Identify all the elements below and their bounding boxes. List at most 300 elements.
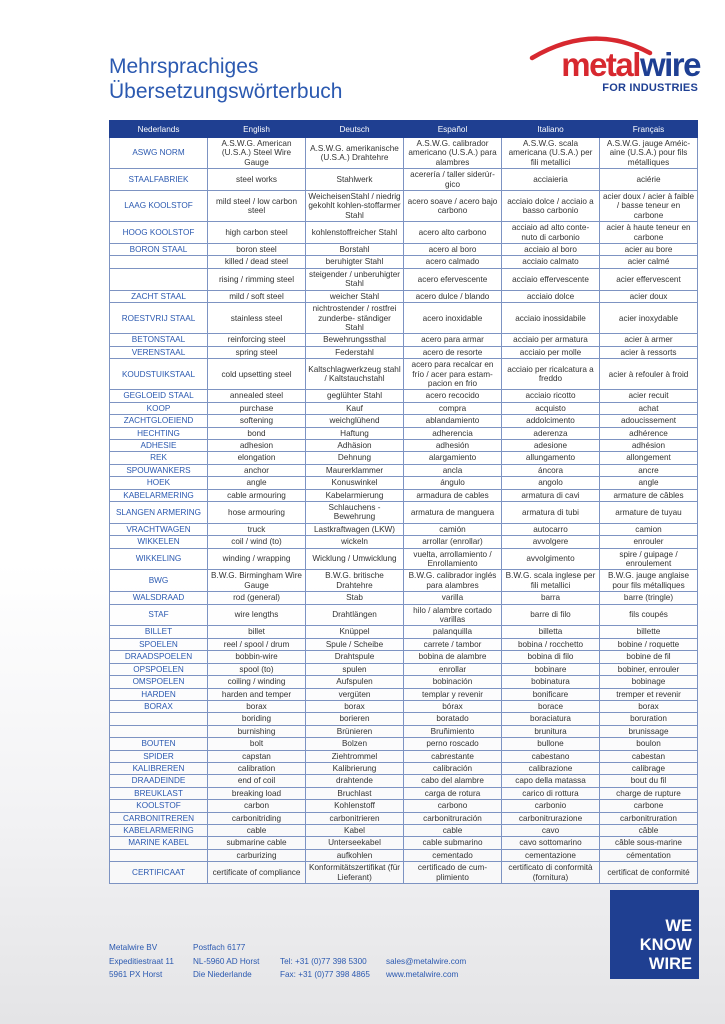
table-cell: cable	[404, 824, 502, 836]
table-cell: spring steel	[208, 346, 306, 358]
table-row	[110, 750, 698, 762]
table-cell: acero de resorte	[404, 346, 502, 358]
table-cell: vuelta, arrollamiento / Enrollamiento	[404, 548, 502, 570]
footer-postal	[193, 941, 259, 982]
table-cell: borax	[306, 700, 404, 712]
table-cell: ADHESIE	[110, 439, 208, 451]
table-cell: angolo	[502, 477, 600, 489]
table-cell: HARDEN	[110, 688, 208, 700]
table-row	[110, 303, 698, 334]
table-cell: adhesion	[208, 439, 306, 451]
table-cell: ZACHT STAAL	[110, 290, 208, 302]
table-cell: aufkohlen	[306, 849, 404, 861]
table-cell: HOEK	[110, 477, 208, 489]
table-cell: borax	[208, 700, 306, 712]
table-cell: carrete / tambor	[404, 638, 502, 650]
table-body	[110, 138, 698, 884]
table-cell: camión	[404, 523, 502, 535]
logo-tagline: FOR INDUSTRIES	[602, 82, 698, 94]
table-cell: acier doux	[600, 290, 698, 302]
footer-postbox: Postfach 6177	[193, 943, 246, 952]
table-cell: adherencia	[404, 427, 502, 439]
table-cell: ZACHTGLOEIEND	[110, 415, 208, 427]
table-row	[110, 191, 698, 222]
table-cell: carbonio	[502, 800, 600, 812]
table-row	[110, 334, 698, 346]
table-row	[110, 427, 698, 439]
table-cell: KABELARMERING	[110, 489, 208, 501]
table-cell: palanquilla	[404, 626, 502, 638]
table-cell: acerería / taller siderúr-gico	[404, 169, 502, 191]
table-cell: high carbon steel	[208, 222, 306, 244]
table-cell: perno roscado	[404, 738, 502, 750]
table-cell: bobinage	[600, 676, 698, 688]
table-cell: breaking load	[208, 787, 306, 799]
table-cell: acier doux / acier à faible / basse teneur en carbone	[600, 191, 698, 222]
table-cell: billet	[208, 626, 306, 638]
table-row	[110, 536, 698, 548]
table-cell: BETONSTAAL	[110, 334, 208, 346]
table-cell: Schlauchens - Bewehrung	[306, 502, 404, 524]
table-cell: bonificare	[502, 688, 600, 700]
we-know-wire-badge	[610, 890, 699, 979]
table-cell: Bruchlast	[306, 787, 404, 799]
table-cell	[110, 849, 208, 861]
table-cell: carbonitruration	[600, 812, 698, 824]
table-cell: BORAX	[110, 700, 208, 712]
table-cell: achat	[600, 402, 698, 414]
table-cell: acero inoxidable	[404, 303, 502, 334]
table-cell: aciérie	[600, 169, 698, 191]
table-cell: calibrage	[600, 762, 698, 774]
table-row	[110, 738, 698, 750]
table-row	[110, 800, 698, 812]
table-cell: brunitura	[502, 725, 600, 737]
table-cell: cabrestante	[404, 750, 502, 762]
table-cell: WIKKELING	[110, 548, 208, 570]
table-cell: truck	[208, 523, 306, 535]
table-cell: carbonitruración	[404, 812, 502, 824]
logo-text-blue: wire	[639, 46, 700, 83]
table-cell: barre di filo	[502, 604, 600, 626]
table-cell: calibración	[404, 762, 502, 774]
table-cell: VERENSTAAL	[110, 346, 208, 358]
table-cell: spulen	[306, 663, 404, 675]
table-cell: A.S.W.G. jauge Améic-aine (U.S.A.) pour fils métalliques	[600, 138, 698, 169]
table-cell: SLANGEN ARMERING	[110, 502, 208, 524]
table-cell: acciaieria	[502, 169, 600, 191]
table-cell: CERTIFICAAT	[110, 862, 208, 884]
table-cell: HOOG KOOLSTOF	[110, 222, 208, 244]
table-cell: WeicheisenStahl / niedrig gekohlt kohlen-stoffarmer Stahl	[306, 191, 404, 222]
table-cell: OMSPOELEN	[110, 676, 208, 688]
table-cell: borace	[502, 700, 600, 712]
table-row	[110, 700, 698, 712]
table-cell: acciaio ad alto conte-nuto di carbonio	[502, 222, 600, 244]
footer-contact	[386, 941, 466, 982]
table-cell: câble	[600, 824, 698, 836]
table-cell: A.S.W.G. scala americana (U.S.A.) per fili metallici	[502, 138, 600, 169]
table-cell: cémentation	[600, 849, 698, 861]
table-cell: Borstahl	[306, 244, 404, 256]
footer-company: Metalwire BV	[109, 943, 158, 952]
table-row	[110, 489, 698, 501]
table-cell: Stahlwerk	[306, 169, 404, 191]
table-cell: LAAG KOOLSTOF	[110, 191, 208, 222]
table-cell: bobina de alambre	[404, 651, 502, 663]
table-cell: carbone	[600, 800, 698, 812]
table-cell: STAF	[110, 604, 208, 626]
table-cell: armature de tuyau	[600, 502, 698, 524]
table-cell: coil / wind (to)	[208, 536, 306, 548]
footer-phone	[280, 941, 370, 982]
table-cell: borieren	[306, 713, 404, 725]
table-cell: mild steel / low carbon steel	[208, 191, 306, 222]
table-cell: addolcimento	[502, 415, 600, 427]
table-cell: bolt	[208, 738, 306, 750]
table-cell: carbono	[404, 800, 502, 812]
table-cell: HECHTING	[110, 427, 208, 439]
title-line-1: Mehrsprachiges	[109, 55, 259, 78]
table-cell: adesione	[502, 439, 600, 451]
table-cell: WIKKELEN	[110, 536, 208, 548]
table-cell: billette	[600, 626, 698, 638]
column-header: Français	[600, 121, 698, 138]
table-row	[110, 439, 698, 451]
table-cell: spool (to)	[208, 663, 306, 675]
table-cell: adhérence	[600, 427, 698, 439]
table-cell: stainless steel	[208, 303, 306, 334]
table-cell: cavo sottomarino	[502, 837, 600, 849]
table-cell: acier au bore	[600, 244, 698, 256]
table-cell: cabestan	[600, 750, 698, 762]
table-row	[110, 604, 698, 626]
table-cell: STAALFABRIEK	[110, 169, 208, 191]
table-cell: acier inoxydable	[600, 303, 698, 334]
table-cell: ancre	[600, 464, 698, 476]
footer-street: Expeditiestraat 11	[109, 956, 174, 966]
table-cell: acier à refouler à froid	[600, 359, 698, 390]
column-header: Deutsch	[306, 121, 404, 138]
badge-line-3: WIRE	[648, 955, 692, 973]
table-cell: carico di rottura	[502, 787, 600, 799]
table-cell: Konuswinkel	[306, 477, 404, 489]
table-cell: DRAADEINDE	[110, 775, 208, 787]
table-cell: avvolgere	[502, 536, 600, 548]
table-cell: barre (tringle)	[600, 592, 698, 604]
table-row	[110, 138, 698, 169]
table-cell: acciaio ricotto	[502, 390, 600, 402]
table-cell: acero soave / acero bajo carbono	[404, 191, 502, 222]
table-cell: Bewehrungssthal	[306, 334, 404, 346]
table-cell: hilo / alambre cortado varillas	[404, 604, 502, 626]
table-cell: carbonitrurazione	[502, 812, 600, 824]
table-cell: cable armouring	[208, 489, 306, 501]
table-cell: mild / soft steel	[208, 290, 306, 302]
table-cell: cavo	[502, 824, 600, 836]
table-cell: arrollar (enrollar)	[404, 536, 502, 548]
table-cell: certificat de conformité	[600, 862, 698, 884]
table-cell: borax	[600, 700, 698, 712]
column-header: Español	[404, 121, 502, 138]
badge-line-2: KNOW	[639, 936, 692, 954]
table-cell: allungamento	[502, 452, 600, 464]
table-cell: Lastkraftwagen (LKW)	[306, 523, 404, 535]
table-cell: boraciatura	[502, 713, 600, 725]
footer-address	[109, 941, 174, 982]
table-cell: acero recocido	[404, 390, 502, 402]
table-row	[110, 477, 698, 489]
table-cell: boriding	[208, 713, 306, 725]
table-cell: rising / rimming steel	[208, 268, 306, 290]
table-cell: acero para armar	[404, 334, 502, 346]
table-cell: rod (general)	[208, 592, 306, 604]
table-cell: VRACHTWAGEN	[110, 523, 208, 535]
table-cell: kohlenstoffreicher Stahl	[306, 222, 404, 244]
table-cell	[110, 268, 208, 290]
table-row	[110, 849, 698, 861]
table-header-row	[110, 121, 698, 138]
table-cell: B.W.G. Birmingham Wire Gauge	[208, 570, 306, 592]
table-cell: steigender / unberuhigter Stahl	[306, 268, 404, 290]
table-cell	[110, 256, 208, 268]
table-cell: acciaio per armatura	[502, 334, 600, 346]
table-cell: WALSDRAAD	[110, 592, 208, 604]
table-cell: Maurerklammer	[306, 464, 404, 476]
table-cell: fils coupés	[600, 604, 698, 626]
table-cell: acero efervescente	[404, 268, 502, 290]
table-cell: ASWG NORM	[110, 138, 208, 169]
table-cell: câble sous-marine	[600, 837, 698, 849]
footer-city: 5961 PX Horst	[109, 970, 163, 979]
table-row	[110, 775, 698, 787]
table-row	[110, 452, 698, 464]
table-cell: Wicklung / Umwicklung	[306, 548, 404, 570]
table-cell: tremper et revenir	[600, 688, 698, 700]
metalwire-logo	[498, 26, 700, 98]
table-cell: armatura di cavi	[502, 489, 600, 501]
table-cell: acciaio per molle	[502, 346, 600, 358]
table-cell: Federstahl	[306, 346, 404, 358]
table-cell: Bruñimiento	[404, 725, 502, 737]
table-cell: bullone	[502, 738, 600, 750]
table-cell: angle	[600, 477, 698, 489]
table-cell: Stab	[306, 592, 404, 604]
table-cell: winding / wrapping	[208, 548, 306, 570]
table-row	[110, 548, 698, 570]
table-cell: BWG	[110, 570, 208, 592]
table-cell: Ziehtrommel	[306, 750, 404, 762]
table-cell: barra	[502, 592, 600, 604]
table-cell: brunissage	[600, 725, 698, 737]
table-row	[110, 862, 698, 884]
table-cell: acciaio dolce / acciaio a basso carbonio	[502, 191, 600, 222]
table-row	[110, 638, 698, 650]
table-cell: hose armouring	[208, 502, 306, 524]
table-cell: SPOELEN	[110, 638, 208, 650]
table-cell: adhésion	[600, 439, 698, 451]
table-cell: templar y revenir	[404, 688, 502, 700]
table-row	[110, 244, 698, 256]
table-cell: bobine / roquette	[600, 638, 698, 650]
table-cell: Haftung	[306, 427, 404, 439]
table-cell: BREUKLAST	[110, 787, 208, 799]
table-cell: carbonitrieren	[306, 812, 404, 824]
table-cell: KALIBREREN	[110, 762, 208, 774]
table-row	[110, 626, 698, 638]
table-cell: vergüten	[306, 688, 404, 700]
table-cell: DRAADSPOELEN	[110, 651, 208, 663]
table-cell: Aufspulen	[306, 676, 404, 688]
table-cell: adhesión	[404, 439, 502, 451]
table-cell: alargamiento	[404, 452, 502, 464]
table-cell: camion	[600, 523, 698, 535]
table-cell: cable submarino	[404, 837, 502, 849]
table-cell: Kabelarmierung	[306, 489, 404, 501]
table-cell: bobine de fil	[600, 651, 698, 663]
document-title	[109, 54, 429, 104]
table-row	[110, 222, 698, 244]
table-cell: acero al boro	[404, 244, 502, 256]
table-row	[110, 256, 698, 268]
table-cell: Drahtlängen	[306, 604, 404, 626]
table-cell: B.W.G. calibrador inglés para alambres	[404, 570, 502, 592]
table-row	[110, 713, 698, 725]
table-cell	[110, 713, 208, 725]
table-cell: coiling / winding	[208, 676, 306, 688]
table-cell: acciaio effervescente	[502, 268, 600, 290]
table-cell: ROESTVRIJ STAAL	[110, 303, 208, 334]
table-cell: wire lengths	[208, 604, 306, 626]
table-cell: burnishing	[208, 725, 306, 737]
table-cell: SPOUWANKERS	[110, 464, 208, 476]
table-cell: compra	[404, 402, 502, 414]
table-cell: BOUTEN	[110, 738, 208, 750]
table-row	[110, 346, 698, 358]
table-row	[110, 824, 698, 836]
table-cell: beruhigter Stahl	[306, 256, 404, 268]
table-cell: MARINE KABEL	[110, 837, 208, 849]
table-cell: cabo del alambre	[404, 775, 502, 787]
table-cell: carbon	[208, 800, 306, 812]
table-row	[110, 268, 698, 290]
table-cell: boruration	[600, 713, 698, 725]
table-cell: armadura de cables	[404, 489, 502, 501]
table-cell: autocarro	[502, 523, 600, 535]
column-header: English	[208, 121, 306, 138]
table-row	[110, 290, 698, 302]
table-cell: geglühter Stahl	[306, 390, 404, 402]
table-cell: purchase	[208, 402, 306, 414]
table-row	[110, 464, 698, 476]
table-cell: calibration	[208, 762, 306, 774]
table-cell: carburizing	[208, 849, 306, 861]
table-cell: Brünieren	[306, 725, 404, 737]
table-cell: ángulo	[404, 477, 502, 489]
table-cell: Adhäsion	[306, 439, 404, 451]
table-cell: varilla	[404, 592, 502, 604]
table-cell: KOUDSTUIKSTAAL	[110, 359, 208, 390]
footer-web-link[interactable]: www.metalwire.com	[386, 970, 459, 979]
table-row	[110, 359, 698, 390]
table-cell	[110, 725, 208, 737]
footer-tel: Tel: +31 (0)77 398 5300	[280, 956, 367, 966]
table-cell: enrollar	[404, 663, 502, 675]
table-cell: Unterseekabel	[306, 837, 404, 849]
table-cell: cabestano	[502, 750, 600, 762]
table-row	[110, 415, 698, 427]
table-cell: angle	[208, 477, 306, 489]
table-row	[110, 812, 698, 824]
table-cell: end of coil	[208, 775, 306, 787]
table-cell: Konformitätszertifikat (für Lieferant)	[306, 862, 404, 884]
table-cell: annealed steel	[208, 390, 306, 402]
footer-email-link[interactable]: sales@metalwire.com	[386, 956, 467, 966]
table-cell: KABELARMERING	[110, 824, 208, 836]
table-cell: BORON STAAL	[110, 244, 208, 256]
table-cell: acciaio per ricalcatura a freddo	[502, 359, 600, 390]
table-cell: acier recuit	[600, 390, 698, 402]
table-cell: A.S.W.G. American (U.S.A.) Steel Wire Gauge	[208, 138, 306, 169]
table-cell: certificato di conformità (fornitura)	[502, 862, 600, 884]
table-row	[110, 663, 698, 675]
table-row	[110, 570, 698, 592]
table-cell: bobina di filo	[502, 651, 600, 663]
table-cell: cementado	[404, 849, 502, 861]
table-cell: weichglühend	[306, 415, 404, 427]
table-row	[110, 502, 698, 524]
table-cell: áncora	[502, 464, 600, 476]
table-cell: REK	[110, 452, 208, 464]
table-cell: bobinatura	[502, 676, 600, 688]
table-cell: GEGLOEID STAAL	[110, 390, 208, 402]
table-cell: B.W.G. scala inglese per fili metallici	[502, 570, 600, 592]
table-cell: A.S.W.G. calibrador americano (U.S.A.) para alambres	[404, 138, 502, 169]
table-cell: bobina / rocchetto	[502, 638, 600, 650]
table-cell: acier à ressorts	[600, 346, 698, 358]
badge-line-1: WE	[665, 917, 692, 935]
table-cell: Bolzen	[306, 738, 404, 750]
table-cell: acero dulce / blando	[404, 290, 502, 302]
table-cell: harden and temper	[208, 688, 306, 700]
title-line-2: Übersetzungswörterbuch	[109, 80, 343, 103]
table-cell: acciaio al boro	[502, 244, 600, 256]
table-cell: armatura di tubi	[502, 502, 600, 524]
table-cell: B.W.G. jauge anglaise pour fils métalliques	[600, 570, 698, 592]
table-cell: calibrazione	[502, 762, 600, 774]
table-cell: drahtende	[306, 775, 404, 787]
table-cell: Kauf	[306, 402, 404, 414]
table-cell: acier calmé	[600, 256, 698, 268]
table-cell: spire / guipage / enroulement	[600, 548, 698, 570]
table-cell: acier à armer	[600, 334, 698, 346]
table-cell: armatura de manguera	[404, 502, 502, 524]
table-cell: Spule / Scheibe	[306, 638, 404, 650]
footer-country: Die Niederlande	[193, 970, 252, 979]
table-cell: acier à haute teneur en carbone	[600, 222, 698, 244]
table-cell: enrouler	[600, 536, 698, 548]
table-cell: Kohlenstoff	[306, 800, 404, 812]
table-cell: ablandamiento	[404, 415, 502, 427]
table-row	[110, 725, 698, 737]
table-cell: bobiner, enrouler	[600, 663, 698, 675]
table-cell: reel / spool / drum	[208, 638, 306, 650]
table-cell: acquisto	[502, 402, 600, 414]
table-cell: bobinación	[404, 676, 502, 688]
table-cell: BILLET	[110, 626, 208, 638]
table-cell: cementazione	[502, 849, 600, 861]
table-cell: boratado	[404, 713, 502, 725]
